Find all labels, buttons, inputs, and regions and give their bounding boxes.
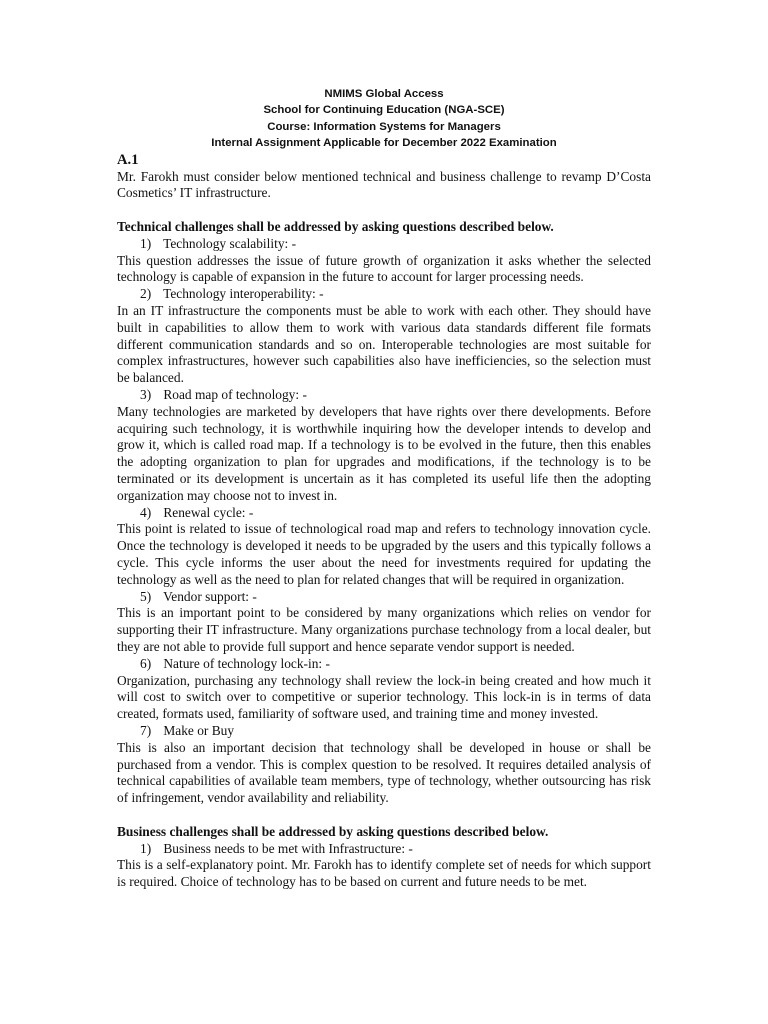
- item-number: 7): [140, 722, 152, 738]
- item-number: 4): [140, 504, 152, 520]
- item-body: This is an important point to be considered by many organizations which relies on vendor for supporting their IT infrastructure. Many organizations purchase technology from a local dealer, but they are not able to provide full support and hence separate vendor support is needed.: [117, 605, 651, 654]
- document-page: [117, 86, 651, 891]
- item-title: [117, 656, 651, 673]
- document-header: [117, 86, 651, 152]
- technical-item: [117, 387, 651, 505]
- item-title: [117, 841, 651, 858]
- technical-item: [117, 505, 651, 589]
- technical-item: [117, 589, 651, 656]
- item-title-text: Nature of technology lock-in: -: [163, 655, 330, 671]
- item-title-text: Technology interoperability: -: [163, 286, 324, 302]
- header-assignment: Internal Assignment Applicable for December 2022 Examination: [211, 137, 557, 150]
- item-number: 1): [140, 840, 152, 856]
- item-title: [117, 505, 651, 522]
- item-number: 5): [140, 588, 152, 604]
- question-number: A.1: [117, 151, 139, 168]
- item-title-text: Vendor support: -: [163, 588, 257, 604]
- business-item: [117, 841, 651, 891]
- technical-challenges-heading: Technical challenges shall be addressed by asking questions described below.: [117, 219, 554, 235]
- business-challenges-heading: Business challenges shall be addressed by asking questions described below.: [117, 823, 549, 839]
- item-number: 1): [140, 235, 152, 251]
- item-title-text: Technology scalability: -: [163, 235, 297, 251]
- item-number: 3): [140, 386, 152, 402]
- item-body: This question addresses the issue of future growth of organization it asks whether the selected technology is capable of expansion in the future to account for larger processing needs.: [117, 252, 651, 285]
- technical-item: [117, 286, 651, 387]
- item-title-text: Business needs to be met with Infrastructure: -: [163, 840, 413, 856]
- item-number: 6): [140, 655, 152, 671]
- item-number: 2): [140, 286, 152, 302]
- item-title: [117, 589, 651, 606]
- header-institution: NMIMS Global Access: [324, 88, 444, 100]
- item-body: This is also an important decision that technology shall be developed in house or shall be purchased from a vendor. This is complex question to be resolved. It requires detailed analysis of technical capabilities of available team members, type of technology, whether outsourcing has risk of infringement, vendor availability and reliability.: [117, 739, 651, 806]
- item-title-text: Road map of technology: -: [163, 386, 307, 402]
- item-title: [117, 723, 651, 740]
- header-course: Course: Information Systems for Managers: [267, 120, 501, 133]
- item-body: This point is related to issue of technological road map and refers to technology innovation cycle. Once the technology is developed it needs to be upgraded by the users and this typically follows a cycle. This cycle informs the user about the need for investments required for updating the technology as well as the need to plan for related changes that will be required in organization.: [117, 521, 651, 587]
- technical-item: [117, 656, 651, 723]
- item-title: [117, 286, 651, 303]
- item-title-text: Make or Buy: [163, 722, 235, 738]
- item-body: Organization, purchasing any technology shall review the lock-in being created and how much it will cost to switch over to competitive or superior technology. This lock-in is in terms of data created, formats used, familiarity of software used, and training time and money invested.: [117, 672, 651, 722]
- item-body: Many technologies are marketed by developers that have rights over there developments. Before acquiring such technology, it is worthwhile inquiring how the developer intends to develop and grow it, which is called road map. If a technology is to be evolved in the future, then this enables the adopting organization to plan for upgrades and modifications, if the technology is to be terminated or its development is uncertain as it has completed its useful life then the adopting organization may choose not to invest in.: [117, 403, 651, 503]
- technical-item: [117, 723, 651, 807]
- item-title: [117, 387, 651, 404]
- item-body: In an IT infrastructure the components must be able to work with each other. They should have built in capabilities to allow them to work with various data standards different file formats different communication standards and so on. Interoperable technologies are most suitable for complex infrastructures, however such capabilities also have inefficiencies, so the selection must be balanced.: [117, 303, 651, 386]
- intro-paragraph: Mr. Farokh must consider below mentioned technical and business challenge to revamp D’Costa Cosmetics’ IT infrastructure.: [117, 168, 651, 201]
- header-school: School for Continuing Education (NGA-SCE): [263, 104, 505, 117]
- item-title-text: Renewal cycle: -: [163, 504, 254, 520]
- item-body: This is a self-explanatory point. Mr. Farokh has to identify complete set of needs for which support is required. Choice of technology has to be based on current and future needs to be met.: [117, 857, 651, 890]
- technical-item: [117, 236, 651, 286]
- item-title: [117, 236, 651, 253]
